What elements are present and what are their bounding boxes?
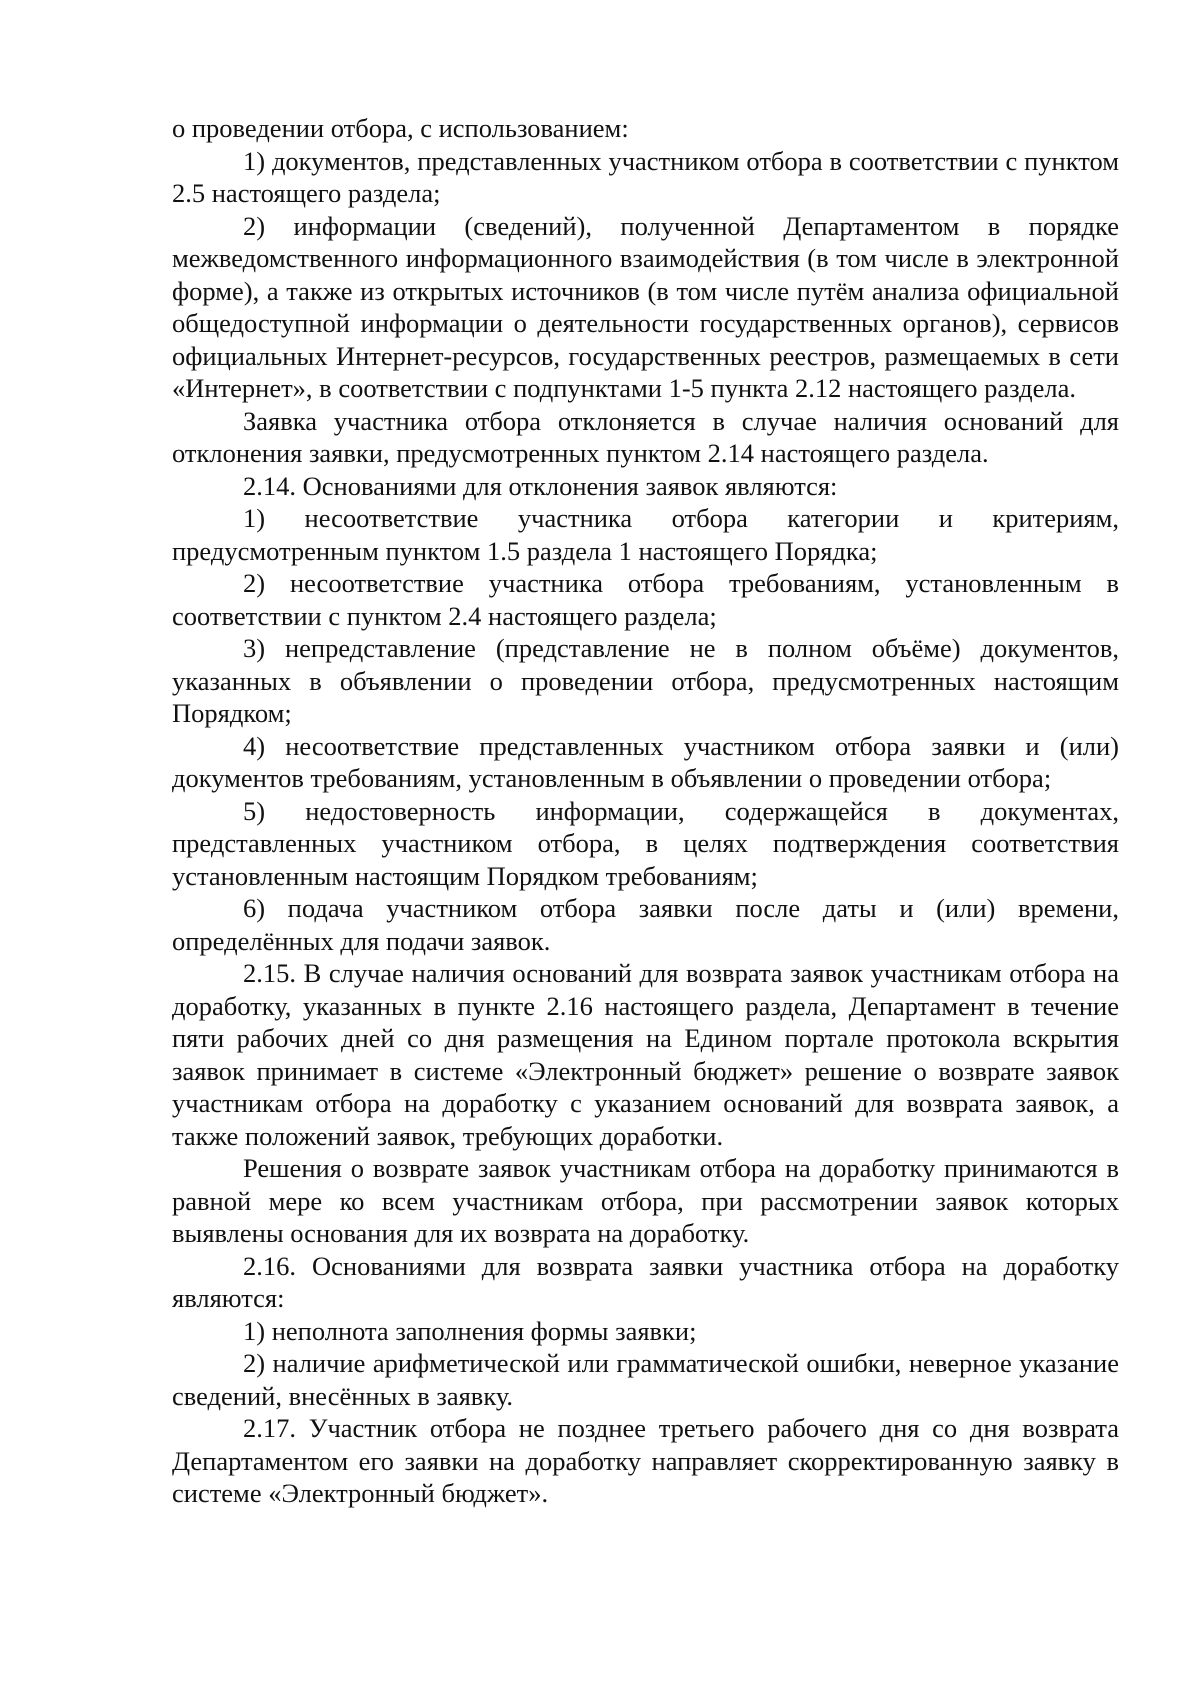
paragraph-2-14-item-4: 4) несоответствие представленных участником отбора заявки и (или) документов требованиям, установленным в объявлении о проведении отбора;: [172, 730, 1119, 793]
paragraph-2-16-item-1: 1) неполнота заполнения формы заявки;: [243, 1315, 697, 1346]
paragraph-2-16-item-2: 2) наличие арифметической или грамматической ошибки, неверное указание сведений, внесённых в заявку.: [172, 1348, 1119, 1411]
paragraph-rejection-note: Заявка участника отбора отклоняется в случае наличия оснований для отклонения заявки, предусмотренных пунктом 2.14 настоящего раздела.: [172, 405, 1119, 468]
paragraph-section-2-16: 2.16. Основаниями для возврата заявки участника отбора на доработку являются:: [172, 1250, 1119, 1313]
document-page: [172, 112, 1119, 1510]
paragraph-item-1-documents: 1) документов, представленных участником отбора в соответствии с пунктом 2.5 настоящего раздела;: [172, 145, 1119, 208]
paragraph-section-2-17: 2.17. Участник отбора не позднее третьего рабочего дня со дня возврата Департаментом его заявки на доработку направляет скорректированную заявку в системе «Электронный бюджет».: [172, 1413, 1119, 1508]
paragraph-section-2-15: 2.15. В случае наличия оснований для возврата заявок участникам отбора на доработку, указанных в пункте 2.16 настоящего раздела, Департамент в течение пяти рабочих дней со дня размещения на Едином портале протокола вскрытия заявок принимает в системе «Электронный бюджет» решение о возврате заявок участникам отбора на доработку с указанием оснований для возврата заявок, а также положений заявок, требующих доработки.: [172, 958, 1119, 1151]
paragraph-section-2-14: 2.14. Основаниями для отклонения заявок являются:: [243, 470, 838, 501]
paragraph-2-14-item-2: 2) несоответствие участника отбора требованиям, установленным в соответствии с пунктом 2.4 настоящего раздела;: [172, 568, 1119, 631]
paragraph-item-2-information: 2) информации (сведений), полученной Департаментом в порядке межведомственного информационного взаимодействия (в том числе в электронной форме), а также из открытых источников (в том числе путём анализа официальной общедоступной информации о деятельности государственных органов), сервисов официальных Интернет-ресурсов, государственных реестров, размещаемых в сети «Интернет», в соответствии с подпунктами 1-5 пункта 2.12 настоящего раздела.: [172, 210, 1119, 403]
paragraph-2-14-item-6: 6) подача участником отбора заявки после даты и (или) времени, определённых для подачи заявок.: [172, 893, 1119, 956]
paragraph-return-decisions: Решения о возврате заявок участникам отбора на доработку принимаются в равной мере ко всем участникам отбора, при рассмотрении заявок которых выявлены основания для их возврата на доработку.: [172, 1153, 1119, 1248]
paragraph-2-14-item-3: 3) непредставление (представление не в полном объёме) документов, указанных в объявлении о проведении отбора, предусмотренных настоящим Порядком;: [172, 633, 1119, 728]
paragraph-2-14-item-5: 5) недостоверность информации, содержащейся в документах, представленных участником отбора, в целях подтверждения соответствия установленным настоящим Порядком требованиям;: [172, 795, 1119, 891]
paragraph-continuation: о проведении отбора, с использованием:: [172, 113, 629, 143]
paragraph-2-14-item-1: 1) несоответствие участника отбора категории и критериям, предусмотренным пунктом 1.5 раздела 1 настоящего Порядка;: [172, 503, 1119, 566]
